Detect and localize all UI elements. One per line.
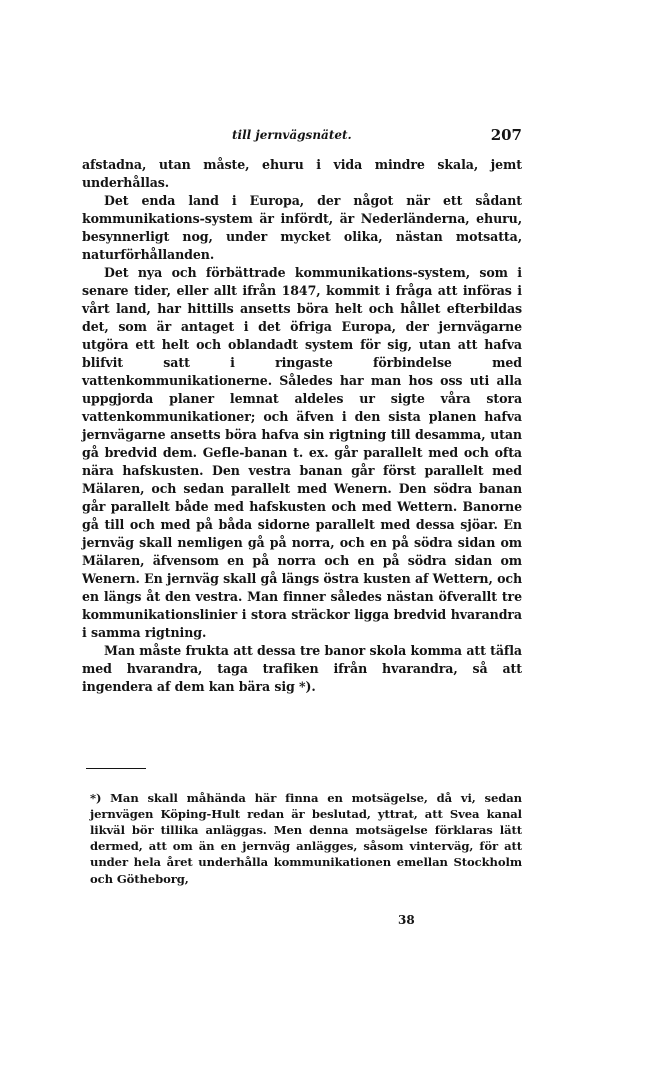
paragraph-1: afstadna, utan måste, ehuru i vida mindre skala, jemt underhållas. [82,157,522,190]
signature-mark: 38 [398,913,415,927]
paragraph-4: Man måste frukta att dessa tre banor skola komma att täfla med hvarandra, taga trafiken ifrån hvarandra, så att ingendera af dem kan bära sig *). [82,643,522,694]
running-head: till jernvägsnätet. [232,128,352,142]
paragraph-2: Det enda land i Europa, der något när ett sådant kommunikations-system är infördt, är Nederländerna, ehuru, besynnerligt nog, under mycket olika, nästan motsatta, naturförhållanden. [82,193,522,262]
page-header [82,128,522,150]
footnote: *) Man skall måhända här finna en motsägelse, då vi, sedan jernvägen Köping-Hult redan är beslutad, yttrat, att Svea kanal likväl bör tillika anläggas. Men denna motsägelse förklaras lätt dermed, att om än en jernväg anlägges, såsom vinterväg, för att under hela året underhålla kommunikationen emellan Stockholm och Götheborg, [90,790,522,886]
footnote-rule [86,768,146,769]
page-number: 207 [490,126,522,144]
body-text [82,156,522,696]
paragraph-3: Det nya och förbättrade kommunikations-system, som i senare tider, eller allt ifrån 1847, kommit i fråga att införas i vårt land, har hittills ansetts böra helt och hållet efterbildas det, som är antaget i det öfriga Europa, der jernvägarne utgöra ett helt och oblandadt system för sig, utan att hafva blifvit satt i ringaste förbindelse med vattenkommunikationerne. Således har man hos oss uti alla uppgjorda planer lemnat aldeles ur sigte våra stora vattenkommunikationer; och äfven i den sista planen hafva jernvägarne ansetts böra hafva sin rigtning till desamma, utan gå bredvid dem. Gefle-banan t. ex. går parallelt med och ofta nära hafskusten. Den vestra banan går först parallelt med Mälaren, och sedan parallelt med Wenern. Den södra banan går parallelt både med hafskusten och med Wettern. Banorne gå till och med på båda sidorne parallelt med dessa sjöar. En jernväg skall nemligen gå på norra, och en på södra sidan om Mälaren, äfvensom en på norra och en på södra sidan om Wenern. En jernväg skall gå längs östra kusten af Wettern, och en längs åt den vestra. Man finner således nästan öfverallt tre kommunikationslinier i stora sträckor ligga bredvid hvarandra i samma rigtning. [82,265,522,640]
